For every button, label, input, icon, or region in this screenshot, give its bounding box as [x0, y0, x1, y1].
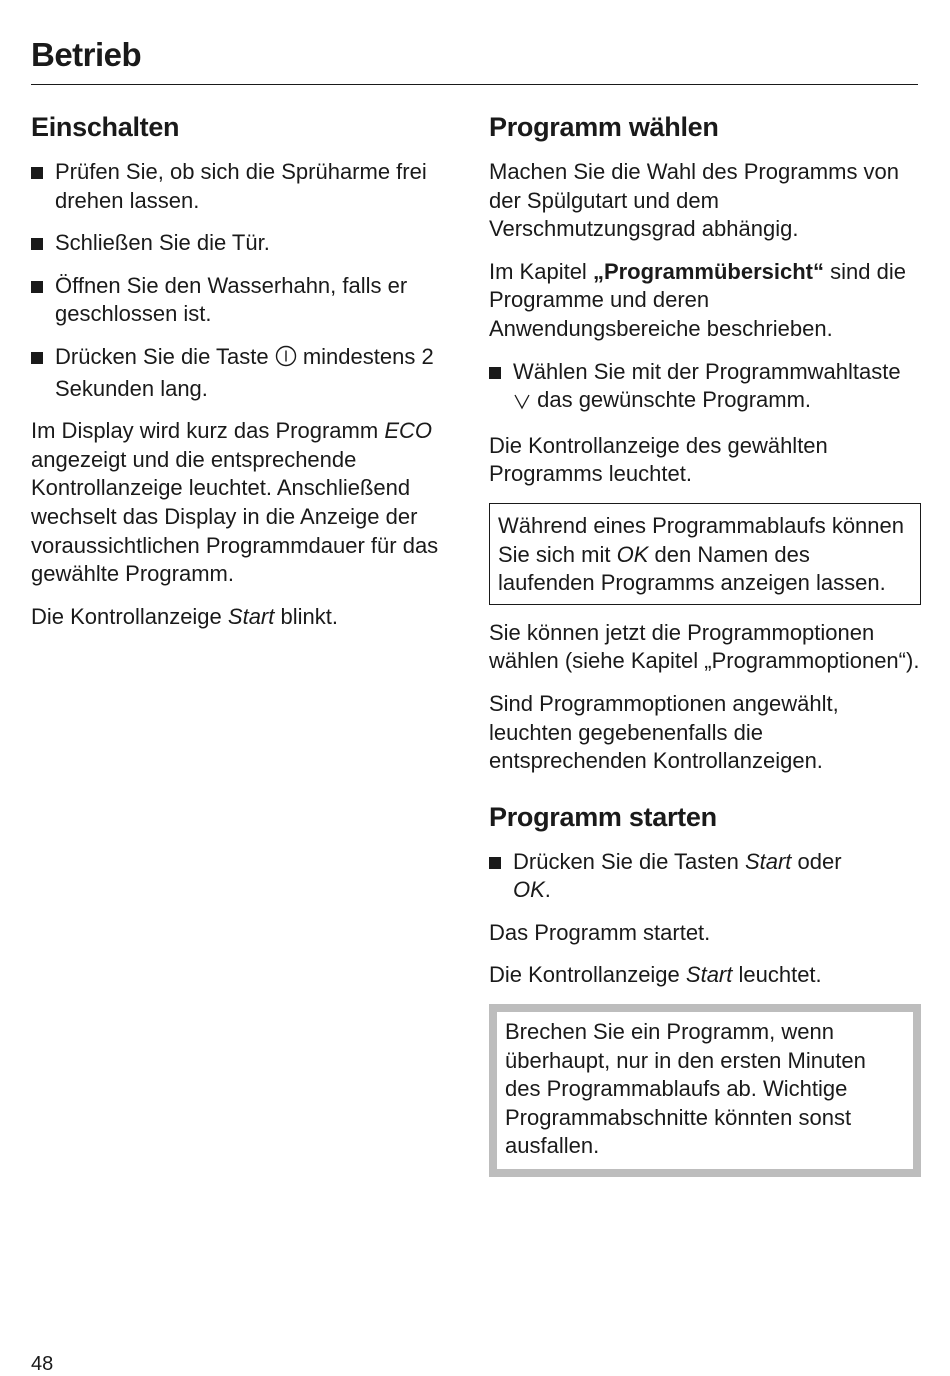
power-icon [275, 345, 297, 375]
indicator-start: Start [685, 962, 733, 988]
text: Im Kapitel [489, 258, 593, 284]
list-item-text: Schließen Sie die Tür. [55, 230, 270, 256]
paragraph [31, 603, 471, 632]
list-item-text: . [544, 877, 551, 903]
list-item [489, 848, 921, 905]
text: Im Display wird kurz das Programm [31, 418, 385, 444]
bullet-square-icon [489, 367, 501, 379]
list-item [31, 272, 471, 329]
text: leuchtet. [732, 962, 822, 988]
chapter-reference: „Programmübersicht“ [592, 258, 824, 284]
indicator-start: Start [227, 603, 275, 629]
bullet-square-icon [31, 281, 43, 293]
bullet-square-icon [31, 167, 43, 179]
info-note-box [489, 503, 921, 605]
paragraph [489, 961, 921, 990]
list-item [31, 343, 471, 403]
paragraph: Machen Sie die Wahl des Programms von der Spülgutart und dem Verschmutzungsgrad abhängig. [489, 159, 900, 242]
paragraph [489, 258, 921, 344]
text: angezeigt und die entsprechende Kontrollanzeige leuchtet. Anschließend wechselt das Display in die Anzeige der voraussichtlichen Programmdauer für das gewählte Programm. [31, 446, 439, 587]
left-column [31, 108, 471, 645]
page-number: 48 [31, 1353, 54, 1375]
bullet-square-icon [31, 352, 43, 364]
text: Während eines Programmablaufs können Sie sich mit [498, 512, 905, 567]
list-item-text: Prüfen Sie, ob sich die Sprüharme frei drehen lassen. [55, 159, 427, 213]
paragraph: Sie können jetzt die Programmoptionen wählen (siehe Kapitel „Programmoptionen“). [489, 619, 920, 674]
paragraph: Sind Programmoptionen angewählt, leuchten gegebenenfalls die entsprechenden Kontrollanzeigen. [489, 690, 839, 774]
list-item-text: das gewünschte Programm. [531, 387, 812, 413]
section-heading-programm-waehlen: Programm wählen [489, 112, 719, 142]
list-item-text: Drücken Sie die Taste [55, 343, 275, 369]
list-item-text: mindestens 2 Sekunden lang. [55, 343, 434, 401]
bullet-square-icon [31, 238, 43, 250]
list-item-text: Öffnen Sie den Wasserhahn, falls er geschlossen ist. [55, 272, 408, 327]
button-name-ok: OK [616, 541, 649, 567]
bullet-square-icon [489, 857, 501, 869]
list-item-text: oder [791, 848, 842, 874]
paragraph [31, 417, 471, 589]
list-item-text: Drücken Sie die Tasten [513, 848, 745, 874]
list-item-text: Wählen Sie mit der Programmwahltaste [513, 358, 901, 384]
text: blinkt. [274, 603, 338, 629]
list-item [31, 229, 471, 258]
warning-note-box: Brechen Sie ein Programm, wenn überhaupt, nur in den ersten Minuten des Programmablaufs ab. Wichtige Programmabschnitte könnten sonst ausfallen. [489, 1004, 921, 1177]
paragraph: Das Programm startet. [489, 919, 711, 945]
right-column [489, 108, 921, 1191]
chevron-down-icon [513, 389, 531, 418]
section-heading-programm-starten: Programm starten [489, 801, 717, 832]
paragraph: Die Kontrollanzeige des gewählten Programms leuchtet. [489, 432, 828, 487]
program-name-eco: ECO [384, 418, 432, 444]
text: den Namen des laufenden Programms anzeigen lassen. [498, 541, 886, 596]
page-title: Betrieb [31, 36, 142, 73]
list-item [31, 158, 471, 215]
list-item [489, 358, 921, 418]
button-name-ok: OK [513, 877, 545, 903]
button-name-start: Start [744, 848, 792, 874]
title-divider [31, 84, 918, 85]
text: sind die Programme und deren Anwendungsbereiche beschrieben. [489, 258, 906, 341]
text: Die Kontrollanzeige [489, 962, 686, 988]
section-heading-einschalten: Einschalten [31, 112, 180, 142]
text: Die Kontrollanzeige [31, 603, 228, 629]
